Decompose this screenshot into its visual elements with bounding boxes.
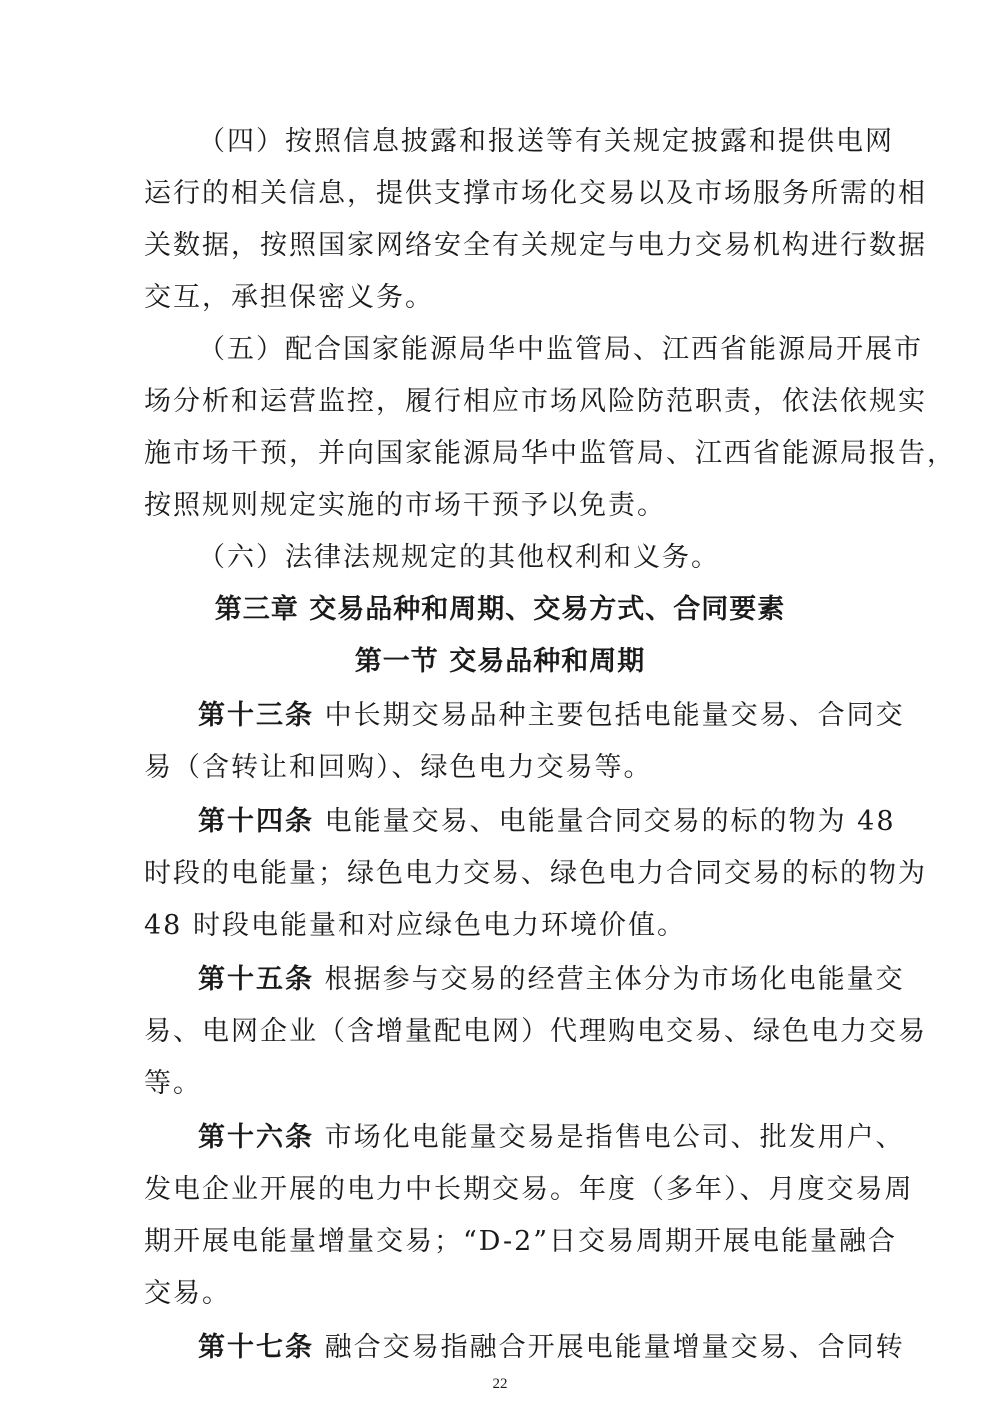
paragraph-line: 易（含转让和回购）、绿色电力交易等。 — [144, 752, 653, 783]
paragraph-line: 场分析和运营监控，履行相应市场风险防范职责，依法依规实 — [144, 386, 927, 417]
paragraph-line: 运行的相关信息，提供支撑市场化交易以及市场服务所需的相 — [144, 178, 927, 209]
article-number: 第十五条 — [198, 964, 314, 995]
paragraph-line: 按照规则规定实施的市场干预予以免责。 — [144, 490, 666, 521]
page-number: 22 — [492, 1376, 508, 1392]
article-text: 电能量交易、电能量合同交易的标的物为 48 — [324, 806, 896, 837]
paragraph-line: 时段的电能量；绿色电力交易、绿色电力合同交易的标的物为 — [144, 858, 927, 889]
article-line — [198, 804, 896, 840]
article-text: 中长期交易品种主要包括电能量交易、合同交 — [324, 700, 905, 731]
paragraph-line: 交易。 — [144, 1278, 231, 1309]
article-line — [198, 1330, 905, 1366]
paragraph-line: 交互，承担保密义务。 — [144, 282, 434, 313]
article-line — [198, 698, 905, 734]
paragraph-line: 关数据，按照国家网络安全有关规定与电力交易机构进行数据 — [144, 230, 927, 261]
article-text: 市场化电能量交易是指售电公司、批发用户、 — [324, 1122, 905, 1153]
article-number: 第十三条 — [198, 700, 314, 731]
paragraph-line: 易、电网企业（含增量配电网）代理购电交易、绿色电力交易 — [144, 1016, 927, 1047]
chapter-heading: 第三章 交易品种和周期、交易方式、合同要素 — [214, 594, 786, 625]
paragraph-line: （四）按照信息披露和报送等有关规定披露和提供电网 — [198, 126, 894, 157]
article-line — [198, 962, 905, 998]
paragraph-line: 48 时段电能量和对应绿色电力环境价值。 — [144, 910, 686, 941]
section-heading: 第一节 交易品种和周期 — [354, 646, 646, 677]
article-number: 第十四条 — [198, 806, 314, 837]
article-text: 根据参与交易的经营主体分为市场化电能量交 — [324, 964, 905, 995]
paragraph-line: 期开展电能量增量交易；“D-2”日交易周期开展电能量融合 — [144, 1226, 898, 1257]
paragraph-line: 发电企业开展的电力中长期交易。年度（多年）、月度交易周 — [144, 1174, 914, 1205]
paragraph-line: 施市场干预，并向国家能源局华中监管局、江西省能源局报告， — [144, 438, 956, 469]
paragraph-line: 等。 — [144, 1068, 202, 1099]
article-number: 第十六条 — [198, 1122, 314, 1153]
paragraph-line: （五）配合国家能源局华中监管局、江西省能源局开展市 — [198, 334, 923, 365]
paragraph-line: （六）法律法规规定的其他权利和义务。 — [198, 542, 720, 573]
article-number: 第十七条 — [198, 1332, 314, 1363]
article-text: 融合交易指融合开展电能量增量交易、合同转 — [324, 1332, 905, 1363]
article-line — [198, 1120, 905, 1156]
